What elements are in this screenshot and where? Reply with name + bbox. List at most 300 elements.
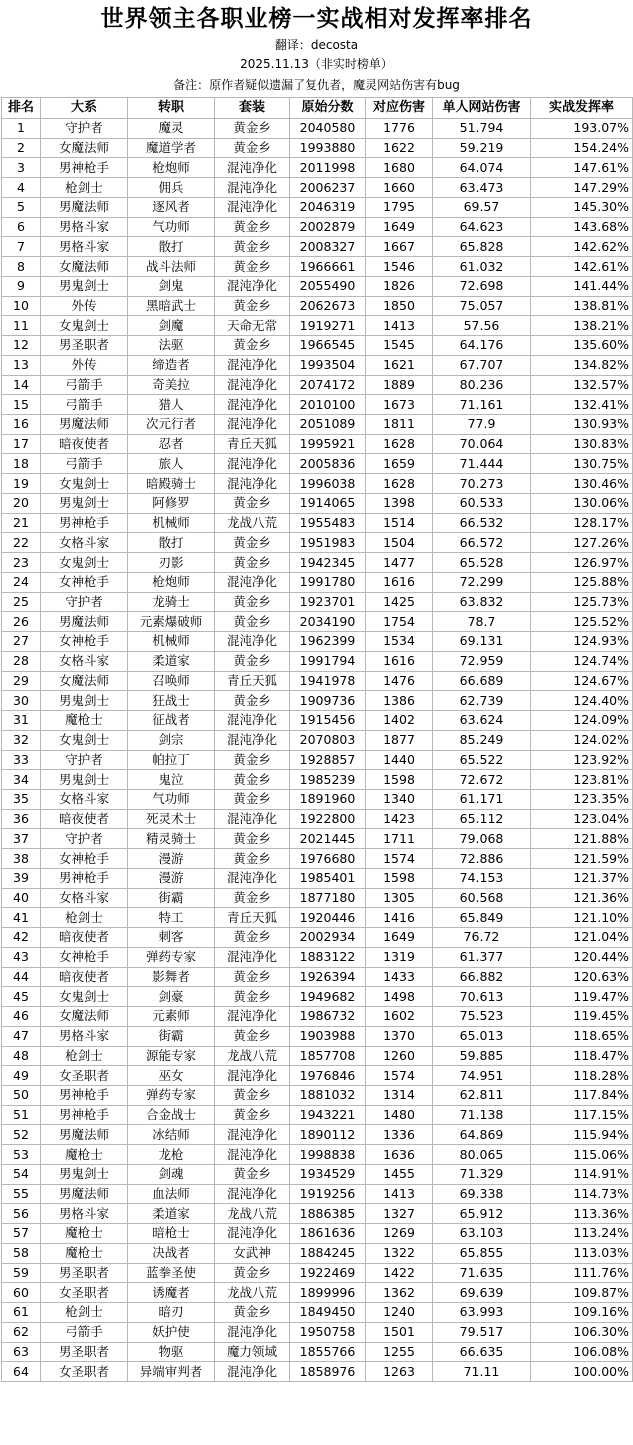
class-group-cell: 守护者	[41, 829, 128, 849]
advancement-cell: 剑魔	[128, 316, 215, 336]
solo-site-damage-cell: 62.811	[433, 1085, 531, 1105]
rank-cell: 55	[2, 1184, 41, 1204]
gear-set-cell: 混沌净化	[215, 1224, 290, 1244]
translator-credit: 翻译：decosta	[274, 38, 359, 52]
advancement-cell: 征战者	[128, 711, 215, 731]
performance-rate-cell: 141.44%	[531, 276, 633, 296]
mapped-damage-cell: 1628	[366, 434, 433, 454]
table-row	[2, 336, 633, 356]
gear-set-cell: 黄金乡	[215, 138, 290, 158]
rank-cell: 58	[2, 1243, 41, 1263]
mapped-damage-cell: 1501	[366, 1322, 433, 1342]
mapped-damage-cell: 1327	[366, 1204, 433, 1224]
gear-set-cell: 魔力领域	[215, 1342, 290, 1362]
advancement-cell: 机械师	[128, 632, 215, 652]
gear-set-cell: 混沌净化	[215, 276, 290, 296]
rank-cell: 41	[2, 908, 41, 928]
gear-set-cell: 混沌净化	[215, 355, 290, 375]
advancement-cell: 异端审判者	[128, 1362, 215, 1382]
table-row	[2, 533, 633, 553]
gear-set-cell: 混沌净化	[215, 711, 290, 731]
rank-cell: 20	[2, 493, 41, 513]
rank-cell: 61	[2, 1303, 41, 1323]
rank-cell: 32	[2, 730, 41, 750]
table-row	[2, 691, 633, 711]
advancement-cell: 龙骑士	[128, 592, 215, 612]
table-row	[2, 395, 633, 415]
class-group-cell: 男圣职者	[41, 336, 128, 356]
performance-rate-cell: 126.97%	[531, 553, 633, 573]
performance-rate-cell: 124.40%	[531, 691, 633, 711]
gear-set-cell: 黄金乡	[215, 336, 290, 356]
performance-rate-cell: 118.65%	[531, 1026, 633, 1046]
solo-site-damage-cell: 75.523	[433, 1007, 531, 1027]
rank-cell: 8	[2, 257, 41, 277]
class-group-cell: 男格斗家	[41, 217, 128, 237]
advancement-cell: 刺客	[128, 928, 215, 948]
rank-cell: 28	[2, 651, 41, 671]
performance-rate-cell: 130.06%	[531, 493, 633, 513]
performance-rate-cell: 106.08%	[531, 1342, 633, 1362]
advancement-cell: 街霸	[128, 1026, 215, 1046]
performance-rate-cell: 138.21%	[531, 316, 633, 336]
rank-cell: 7	[2, 237, 41, 257]
solo-site-damage-cell: 66.635	[433, 1342, 531, 1362]
raw-score-cell: 1995921	[290, 434, 366, 454]
table-row	[2, 908, 633, 928]
class-group-cell: 魔枪士	[41, 711, 128, 731]
class-group-cell: 男鬼剑士	[41, 1164, 128, 1184]
raw-score-cell: 2070803	[290, 730, 366, 750]
table-row	[2, 1085, 633, 1105]
table-row	[2, 928, 633, 948]
class-group-cell: 女神枪手	[41, 947, 128, 967]
class-group-cell: 魔枪士	[41, 1224, 128, 1244]
table-row	[2, 217, 633, 237]
advancement-cell: 鬼泣	[128, 770, 215, 790]
raw-score-cell: 1914065	[290, 493, 366, 513]
gear-set-cell: 混沌净化	[215, 415, 290, 435]
solo-site-damage-cell: 63.103	[433, 1224, 531, 1244]
rank-cell: 39	[2, 868, 41, 888]
raw-score-cell: 1891960	[290, 789, 366, 809]
solo-site-damage-cell: 67.707	[433, 355, 531, 375]
mapped-damage-cell: 1776	[366, 119, 433, 139]
table-row	[2, 493, 633, 513]
gear-set-cell: 混沌净化	[215, 868, 290, 888]
raw-score-cell: 1985239	[290, 770, 366, 790]
gear-set-cell: 混沌净化	[215, 158, 290, 178]
raw-score-cell: 1942345	[290, 553, 366, 573]
gear-set-cell: 黄金乡	[215, 217, 290, 237]
table-row	[2, 789, 633, 809]
advancement-cell: 刃影	[128, 553, 215, 573]
table-row	[2, 888, 633, 908]
rank-cell: 29	[2, 671, 41, 691]
mapped-damage-cell: 1877	[366, 730, 433, 750]
class-group-cell: 魔枪士	[41, 1243, 128, 1263]
gear-set-cell: 龙战八荒	[215, 1046, 290, 1066]
class-group-cell: 女鬼剑士	[41, 987, 128, 1007]
raw-score-cell: 2046319	[290, 197, 366, 217]
performance-rate-cell: 134.82%	[531, 355, 633, 375]
column-header-class-group: 大系	[41, 98, 128, 119]
rank-cell: 21	[2, 513, 41, 533]
class-group-cell: 男魔法师	[41, 1125, 128, 1145]
raw-score-cell: 2040580	[290, 119, 366, 139]
advancement-cell: 特工	[128, 908, 215, 928]
class-group-cell: 女格斗家	[41, 533, 128, 553]
mapped-damage-cell: 1433	[366, 967, 433, 987]
raw-score-cell: 1943221	[290, 1105, 366, 1125]
raw-score-cell: 1928857	[290, 750, 366, 770]
performance-rate-cell: 127.26%	[531, 533, 633, 553]
solo-site-damage-cell: 69.57	[433, 197, 531, 217]
gear-set-cell: 混沌净化	[215, 809, 290, 829]
raw-score-cell: 1849450	[290, 1303, 366, 1323]
rank-cell: 53	[2, 1145, 41, 1165]
table-row	[2, 1164, 633, 1184]
advancement-cell: 佣兵	[128, 178, 215, 198]
performance-rate-cell: 142.61%	[531, 257, 633, 277]
class-group-cell: 男鬼剑士	[41, 276, 128, 296]
raw-score-cell: 2008327	[290, 237, 366, 257]
performance-rate-cell: 120.44%	[531, 947, 633, 967]
rank-cell: 30	[2, 691, 41, 711]
header	[0, 0, 633, 97]
mapped-damage-cell: 1850	[366, 296, 433, 316]
gear-set-cell: 黄金乡	[215, 829, 290, 849]
date-label: 2025.11.13（非实时榜单）	[240, 57, 393, 71]
gear-set-cell: 混沌净化	[215, 1362, 290, 1382]
class-group-cell: 弓箭手	[41, 375, 128, 395]
gear-set-cell: 黄金乡	[215, 1263, 290, 1283]
table-row	[2, 1026, 633, 1046]
performance-rate-cell: 125.73%	[531, 592, 633, 612]
table-row	[2, 947, 633, 967]
gear-set-cell: 混沌净化	[215, 1066, 290, 1086]
performance-rate-cell: 123.92%	[531, 750, 633, 770]
column-header-solo-site-damage: 单人网站伤害	[433, 98, 531, 119]
advancement-cell: 精灵骑士	[128, 829, 215, 849]
gear-set-cell: 龙战八荒	[215, 1204, 290, 1224]
gear-set-cell: 黄金乡	[215, 553, 290, 573]
class-group-cell: 女圣职者	[41, 1283, 128, 1303]
table-row	[2, 1362, 633, 1382]
mapped-damage-cell: 1889	[366, 375, 433, 395]
gear-set-cell: 青丘天狐	[215, 908, 290, 928]
solo-site-damage-cell: 61.171	[433, 789, 531, 809]
table-row	[2, 572, 633, 592]
advancement-cell: 影舞者	[128, 967, 215, 987]
mapped-damage-cell: 1826	[366, 276, 433, 296]
raw-score-cell: 2021445	[290, 829, 366, 849]
raw-score-cell: 1903988	[290, 1026, 366, 1046]
rank-cell: 44	[2, 967, 41, 987]
table-row	[2, 829, 633, 849]
class-group-cell: 女魔法师	[41, 138, 128, 158]
gear-set-cell: 黄金乡	[215, 849, 290, 869]
solo-site-damage-cell: 80.065	[433, 1145, 531, 1165]
advancement-cell: 帕拉丁	[128, 750, 215, 770]
class-group-cell: 男鬼剑士	[41, 770, 128, 790]
rank-cell: 46	[2, 1007, 41, 1027]
solo-site-damage-cell: 63.473	[433, 178, 531, 198]
rank-cell: 64	[2, 1362, 41, 1382]
mapped-damage-cell: 1416	[366, 908, 433, 928]
class-group-cell: 枪剑士	[41, 908, 128, 928]
performance-rate-cell: 132.41%	[531, 395, 633, 415]
rank-cell: 56	[2, 1204, 41, 1224]
mapped-damage-cell: 1440	[366, 750, 433, 770]
performance-rate-cell: 124.93%	[531, 632, 633, 652]
gear-set-cell: 黄金乡	[215, 237, 290, 257]
performance-rate-cell: 132.57%	[531, 375, 633, 395]
solo-site-damage-cell: 61.377	[433, 947, 531, 967]
performance-rate-cell: 121.88%	[531, 829, 633, 849]
class-group-cell: 外传	[41, 355, 128, 375]
class-group-cell: 男格斗家	[41, 1204, 128, 1224]
gear-set-cell: 黄金乡	[215, 592, 290, 612]
performance-rate-cell: 130.93%	[531, 415, 633, 435]
mapped-damage-cell: 1402	[366, 711, 433, 731]
solo-site-damage-cell: 75.057	[433, 296, 531, 316]
raw-score-cell: 1949682	[290, 987, 366, 1007]
table-row	[2, 355, 633, 375]
mapped-damage-cell: 1413	[366, 316, 433, 336]
gear-set-cell: 黄金乡	[215, 493, 290, 513]
rank-cell: 34	[2, 770, 41, 790]
advancement-cell: 剑魂	[128, 1164, 215, 1184]
mapped-damage-cell: 1711	[366, 829, 433, 849]
gear-set-cell: 黄金乡	[215, 750, 290, 770]
column-header-advancement: 转职	[128, 98, 215, 119]
mapped-damage-cell: 1545	[366, 336, 433, 356]
gear-set-cell: 青丘天狐	[215, 434, 290, 454]
rank-cell: 50	[2, 1085, 41, 1105]
advancement-cell: 召唤师	[128, 671, 215, 691]
gear-set-cell: 混沌净化	[215, 197, 290, 217]
raw-score-cell: 2002879	[290, 217, 366, 237]
raw-score-cell: 1991780	[290, 572, 366, 592]
class-group-cell: 枪剑士	[41, 178, 128, 198]
raw-score-cell: 1993504	[290, 355, 366, 375]
class-group-cell: 男圣职者	[41, 1263, 128, 1283]
mapped-damage-cell: 1269	[366, 1224, 433, 1244]
advancement-cell: 巫女	[128, 1066, 215, 1086]
mapped-damage-cell: 1504	[366, 533, 433, 553]
mapped-damage-cell: 1498	[366, 987, 433, 1007]
solo-site-damage-cell: 61.032	[433, 257, 531, 277]
raw-score-cell: 1993880	[290, 138, 366, 158]
raw-score-cell: 1858976	[290, 1362, 366, 1382]
advancement-cell: 逐风者	[128, 197, 215, 217]
mapped-damage-cell: 1322	[366, 1243, 433, 1263]
mapped-damage-cell: 1660	[366, 178, 433, 198]
performance-rate-cell: 121.04%	[531, 928, 633, 948]
table-row	[2, 1204, 633, 1224]
solo-site-damage-cell: 78.7	[433, 612, 531, 632]
table-row	[2, 1105, 633, 1125]
rank-cell: 19	[2, 474, 41, 494]
performance-rate-cell: 118.47%	[531, 1046, 633, 1066]
gear-set-cell: 混沌净化	[215, 730, 290, 750]
solo-site-damage-cell: 72.886	[433, 849, 531, 869]
gear-set-cell: 混沌净化	[215, 474, 290, 494]
mapped-damage-cell: 1255	[366, 1342, 433, 1362]
solo-site-damage-cell: 66.532	[433, 513, 531, 533]
class-group-cell: 男神枪手	[41, 868, 128, 888]
class-group-cell: 男神枪手	[41, 1105, 128, 1125]
gear-set-cell: 混沌净化	[215, 1145, 290, 1165]
table-row	[2, 1303, 633, 1323]
class-group-cell: 男魔法师	[41, 1184, 128, 1204]
advancement-cell: 元素爆破师	[128, 612, 215, 632]
class-group-cell: 女神枪手	[41, 572, 128, 592]
solo-site-damage-cell: 85.249	[433, 730, 531, 750]
raw-score-cell: 1884245	[290, 1243, 366, 1263]
advancement-cell: 剑鬼	[128, 276, 215, 296]
raw-score-cell: 1941978	[290, 671, 366, 691]
performance-rate-cell: 145.30%	[531, 197, 633, 217]
performance-rate-cell: 124.67%	[531, 671, 633, 691]
class-group-cell: 守护者	[41, 750, 128, 770]
class-group-cell: 外传	[41, 296, 128, 316]
class-group-cell: 女格斗家	[41, 651, 128, 671]
gear-set-cell: 黄金乡	[215, 1303, 290, 1323]
table-row	[2, 612, 633, 632]
solo-site-damage-cell: 70.273	[433, 474, 531, 494]
class-group-cell: 女圣职者	[41, 1362, 128, 1382]
mapped-damage-cell: 1754	[366, 612, 433, 632]
raw-score-cell: 1899996	[290, 1283, 366, 1303]
gear-set-cell: 黄金乡	[215, 1105, 290, 1125]
performance-rate-cell: 124.09%	[531, 711, 633, 731]
class-group-cell: 女魔法师	[41, 1007, 128, 1027]
table-row	[2, 809, 633, 829]
solo-site-damage-cell: 62.739	[433, 691, 531, 711]
mapped-damage-cell: 1680	[366, 158, 433, 178]
gear-set-cell: 龙战八荒	[215, 513, 290, 533]
solo-site-damage-cell: 65.528	[433, 553, 531, 573]
mapped-damage-cell: 1370	[366, 1026, 433, 1046]
gear-set-cell: 混沌净化	[215, 1007, 290, 1027]
raw-score-cell: 1923701	[290, 592, 366, 612]
raw-score-cell: 1966661	[290, 257, 366, 277]
rank-cell: 43	[2, 947, 41, 967]
performance-rate-cell: 124.02%	[531, 730, 633, 750]
advancement-cell: 剑豪	[128, 987, 215, 1007]
mapped-damage-cell: 1455	[366, 1164, 433, 1184]
mapped-damage-cell: 1616	[366, 572, 433, 592]
performance-rate-cell: 147.29%	[531, 178, 633, 198]
class-group-cell: 暗夜使者	[41, 967, 128, 987]
performance-rate-cell: 130.46%	[531, 474, 633, 494]
column-header-mapped-damage: 对应伤害	[366, 98, 433, 119]
performance-rate-cell: 130.75%	[531, 454, 633, 474]
solo-site-damage-cell: 65.013	[433, 1026, 531, 1046]
rank-cell: 57	[2, 1224, 41, 1244]
rank-cell: 37	[2, 829, 41, 849]
solo-site-damage-cell: 66.689	[433, 671, 531, 691]
rank-cell: 51	[2, 1105, 41, 1125]
table-row	[2, 770, 633, 790]
solo-site-damage-cell: 64.176	[433, 336, 531, 356]
rank-cell: 52	[2, 1125, 41, 1145]
rank-cell: 38	[2, 849, 41, 869]
mapped-damage-cell: 1263	[366, 1362, 433, 1382]
solo-site-damage-cell: 71.138	[433, 1105, 531, 1125]
solo-site-damage-cell: 57.56	[433, 316, 531, 336]
rank-cell: 23	[2, 553, 41, 573]
performance-rate-cell: 125.88%	[531, 572, 633, 592]
rank-cell: 36	[2, 809, 41, 829]
mapped-damage-cell: 1673	[366, 395, 433, 415]
table-row	[2, 592, 633, 612]
solo-site-damage-cell: 72.959	[433, 651, 531, 671]
advancement-cell: 合金战士	[128, 1105, 215, 1125]
advancement-cell: 决战者	[128, 1243, 215, 1263]
table-row	[2, 1283, 633, 1303]
table-row	[2, 1125, 633, 1145]
gear-set-cell: 混沌净化	[215, 572, 290, 592]
table-row	[2, 1342, 633, 1362]
advancement-cell: 血法师	[128, 1184, 215, 1204]
advancement-cell: 魔道学者	[128, 138, 215, 158]
table-row	[2, 197, 633, 217]
mapped-damage-cell: 1649	[366, 928, 433, 948]
class-group-cell: 女魔法师	[41, 257, 128, 277]
solo-site-damage-cell: 64.869	[433, 1125, 531, 1145]
performance-rate-cell: 119.47%	[531, 987, 633, 1007]
advancement-cell: 源能专家	[128, 1046, 215, 1066]
solo-site-damage-cell: 70.064	[433, 434, 531, 454]
class-group-cell: 女鬼剑士	[41, 553, 128, 573]
table-row	[2, 1184, 633, 1204]
class-group-cell: 暗夜使者	[41, 809, 128, 829]
advancement-cell: 弹药专家	[128, 947, 215, 967]
advancement-cell: 猎人	[128, 395, 215, 415]
raw-score-cell: 1976846	[290, 1066, 366, 1086]
table-row	[2, 257, 633, 277]
raw-score-cell: 1857708	[290, 1046, 366, 1066]
rank-cell: 47	[2, 1026, 41, 1046]
performance-rate-cell: 118.28%	[531, 1066, 633, 1086]
class-group-cell: 女鬼剑士	[41, 316, 128, 336]
solo-site-damage-cell: 74.153	[433, 868, 531, 888]
gear-set-cell: 混沌净化	[215, 632, 290, 652]
performance-rate-cell: 117.84%	[531, 1085, 633, 1105]
solo-site-damage-cell: 72.672	[433, 770, 531, 790]
ranking-table	[1, 97, 633, 1382]
mapped-damage-cell: 1649	[366, 217, 433, 237]
gear-set-cell: 黄金乡	[215, 1164, 290, 1184]
mapped-damage-cell: 1398	[366, 493, 433, 513]
rank-cell: 25	[2, 592, 41, 612]
raw-score-cell: 1881032	[290, 1085, 366, 1105]
gear-set-cell: 混沌净化	[215, 1184, 290, 1204]
rank-cell: 2	[2, 138, 41, 158]
advancement-cell: 黑暗武士	[128, 296, 215, 316]
raw-score-cell: 1919271	[290, 316, 366, 336]
class-group-cell: 女魔法师	[41, 671, 128, 691]
performance-rate-cell: 142.62%	[531, 237, 633, 257]
performance-rate-cell: 113.24%	[531, 1224, 633, 1244]
class-group-cell: 男神枪手	[41, 158, 128, 178]
mapped-damage-cell: 1667	[366, 237, 433, 257]
rank-cell: 59	[2, 1263, 41, 1283]
class-group-cell: 男神枪手	[41, 1085, 128, 1105]
